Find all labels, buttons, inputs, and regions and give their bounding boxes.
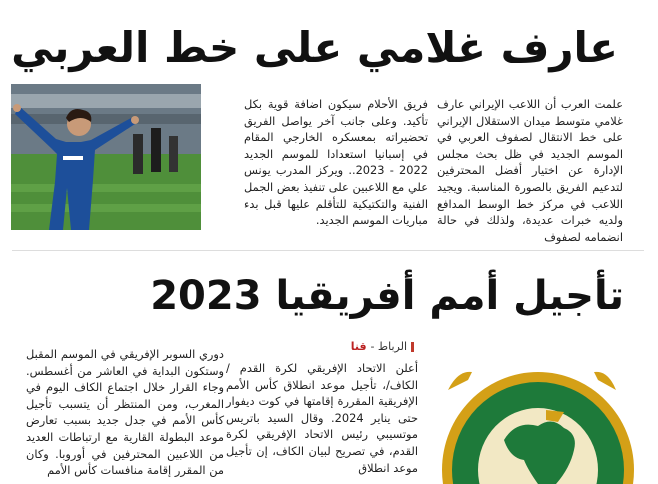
article-column-1 [437,96,623,245]
article-text: دوري السوبر الإفريقي في الموسم المقبل وستكون البداية في العاشر من أغسطس. وجاء القرار خلال اجتماع الكاف اليوم في المغرب، ومن المنتظر أن يتسبب تأجيل كأس الأمم في جدل جديد بسبب تعارض موعد البطولة القارية مع ارتباطات العديد من اللاعبين المحترفين في أوروبا. وكان من المقرر إقامة منافسات كأس الأمم [26,347,224,478]
player-photo-illustration [11,84,201,230]
player-photo [11,84,201,230]
article-column-2 [244,96,428,229]
byline-city: الرباط - [370,340,407,353]
byline-agency: قنا [350,340,367,353]
headline-gholami: عارف غلامي على خط العربي [11,23,618,72]
byline-marker [411,342,414,352]
caf-logo [428,350,638,484]
section-divider [12,250,644,251]
article-column-4 [26,346,224,479]
article-column-3 [226,360,418,476]
caf-logo-graphic [428,350,638,484]
article-text: أعلن الاتحاد الإفريقي لكرة القدم /الكاف/، تأجيل موعد انطلاق كأس الأمم الإفريقية المقررة إقامتها في كوت ديفوار حتى يناير 2024. وقال السيد باتريس موتسيبي رئيس الاتحاد الإفريقي لكرة القدم، في تصريح لبيان الكاف، إن تأجيل موعد انطلاق [226,361,418,475]
article-text: علمت العرب أن اللاعب الإيراني عارف غلامي متوسط ميدان الاستقلال الإيراني على خط الانتقال لصفوف العربي في الموسم الجديد في ظل بحث مجلس الإدارة عن اختيار أفضل المحترفين لتدعيم الفريق بالصورة المناسبة. ويجيد اللاعب في مركز خط الوسط المدافع ولديه خبرات عديدة، ولذلك في حالة انضمامه لصفوف [437,97,623,244]
article-text: فريق الأحلام سيكون اضافة قوية بكل تأكيد. وعلى جانب آخر يواصل الفريق تحضيراته بمعسكره الخارجي المقام في إسبانيا استعدادا للموسم الجديد 2022 - 2023.. ويركز المدرب يونس علي مع اللاعبين على تنفيذ بعض الجمل الفنية والتكتيكية للتأقلم عليها قبل بدء مباريات الموسم الجديد. [244,97,428,228]
headline-afcon-postponed: تأجيل أمم أفريقيا 2023 [150,273,624,319]
byline [351,340,414,353]
